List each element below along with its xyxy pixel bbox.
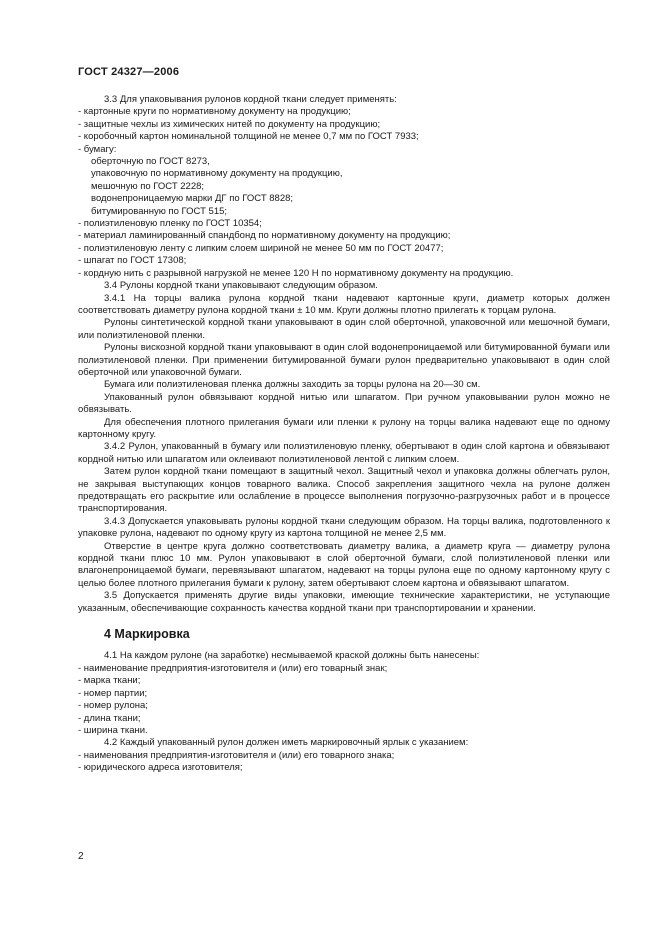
list-item: - марка ткани; (78, 675, 141, 687)
list-item: - кордную нить с разрывной нагрузкой не менее 120 Н по нормативному документу на продукцию. (78, 267, 514, 279)
list-item: - полиэтиленовую ленту с липким слоем шириной не менее 50 мм по ГОСТ 20477; (78, 242, 444, 254)
list-item: - бумагу: (78, 143, 117, 155)
paragraph-3-4-1: 3.4.1 На торцы валика рулона кордной ткани надевают картонные круги, диаметр которых должен соответствовать диаметру рулона кордной ткани ± 10 мм. Круги должны плотно прилегать к торцам рулона. (78, 292, 610, 316)
document-header: ГОСТ 24327—2006 (78, 66, 180, 78)
list-item: - полиэтиленовую пленку по ГОСТ 10354; (78, 218, 262, 230)
paragraph-3-3: 3.3 Для упаковывания рулонов кордной ткани следует применять: (104, 94, 397, 105)
paragraph-3-5: 3.5 Допускается применять другие виды упаковки, имеющие технические характеристики, не уступающие указанным, обеспечивающие сохранность качества кордной ткани при транспортировании и хранении. (78, 590, 610, 614)
paragraph-4-1: 4.1 На каждом рулоне (на заработке) несмываемой краской должны быть нанесены: (104, 650, 480, 662)
paper-item: оберточную по ГОСТ 8273, (91, 156, 210, 168)
paragraph: Бумага или полиэтиленовая пленка должны заходить за торцы рулона на 20—30 см. (104, 379, 481, 391)
paragraph: Упакованный рулон обвязывают кордной нитью или шпагатом. При ручном упаковывании рулон можно не обвязывать. (78, 391, 610, 416)
list-item: - юридического адреса изготовителя; (78, 762, 243, 774)
paper-item: мешочную по ГОСТ 2228; (91, 180, 205, 192)
section-heading: 4 Маркировка (104, 627, 190, 642)
list-item: - наименования предприятия-изготовителя и (или) его товарного знака; (78, 749, 395, 761)
paragraph: Для обеспечения плотного прилегания бумаги или пленки к рулону на торцы валика надевают еще по одному картонному кругу. (78, 416, 610, 440)
list-item: - шпагат по ГОСТ 17308; (78, 255, 187, 267)
list-item: - номер партии; (78, 687, 148, 699)
list-item: - наименование предприятия-изготовителя и (или) его товарный знак; (78, 662, 388, 674)
list-item: - ширина ткани. (78, 724, 148, 736)
paragraph: Рулоны вискозной кордной ткани упаковывают в один слой водонепроницаемой или битумированной бумаги или полиэтиленовой пленки. При применении битумированной бумаги рулон предварительно упаковывают в один слой оберточной или упаковочной бумаги. (78, 342, 610, 378)
page-number: 2 (78, 851, 84, 862)
list-item: - длина ткани; (78, 712, 141, 724)
list-item: - коробочный картон номинальной толщиной не менее 0,7 мм по ГОСТ 7933; (78, 131, 419, 143)
paper-item: упаковочную по нормативному документу на продукцию, (91, 168, 343, 180)
paper-item: водонепроницаемую марки ДГ по ГОСТ 8828; (91, 193, 294, 205)
paragraph-4-2: 4.2 Каждый упакованный рулон должен иметь маркировочный ярлык с указанием: (104, 737, 469, 749)
paragraph-3-4-3: 3.4.3 Допускается упаковывать рулоны кордной ткани следующим образом. На торцы валика, подготовленного к упаковке рулона, надевают по одному кругу из картона толщиной не менее 2,5 мм. (78, 515, 610, 540)
list-item: - номер рулона; (78, 700, 148, 712)
paragraph: Рулоны синтетической кордной ткани упаковывают в один слой оберточной, упаковочной или мешочной бумаги, или полиэтиленовой пленки. (78, 317, 610, 341)
list-item: - картонные круги по нормативному документу на продукцию; (78, 106, 351, 118)
paper-item: битумированную по ГОСТ 515; (91, 205, 228, 217)
paragraph: Затем рулон кордной ткани помещают в защитный чехол. Защитный чехол и упаковка должны облегчать рулон, не закрывая выступающих концов товарного валика. Способ закрепления защитного чехла на рулоне должен предотвращать его раскрытие или ослабление в процессе выполнения погрузочно-разгрузочных работ и в процессе транспортирования. (78, 466, 610, 515)
paragraph: Отверстие в центре круга должно соответствовать диаметру валика, а диаметр круга — диаметру рулона кордной ткани плюс 10 мм. Рулон упаковывают в слой оберточной бумаги, слой полиэтиленовой пленки или влагонепроницаемой бумаги, перевязывают шпагатом, надевают на торцы рулона еще по одному картонному кругу с целью более плотного прилегания бумаги к рулону, затем обертывают слоем картона и обвязывают шпагатом. (78, 540, 610, 589)
paragraph-3-4: 3.4 Рулоны кордной ткани упаковывают следующим образом. (104, 280, 378, 292)
list-item: - защитные чехлы из химических нитей по документу на продукцию; (78, 118, 381, 130)
document-body (78, 94, 610, 775)
list-item: - материал ламинированный спандбонд по нормативному документу на продукцию; (78, 230, 451, 242)
paragraph-3-4-2: 3.4.2 Рулон, упакованный в бумагу или полиэтиленовую пленку, обертывают в один слой картона и обвязывают кордной нитью или шпагатом или оклеивают полиэтиленовой лентой с липким слоем. (78, 441, 610, 465)
